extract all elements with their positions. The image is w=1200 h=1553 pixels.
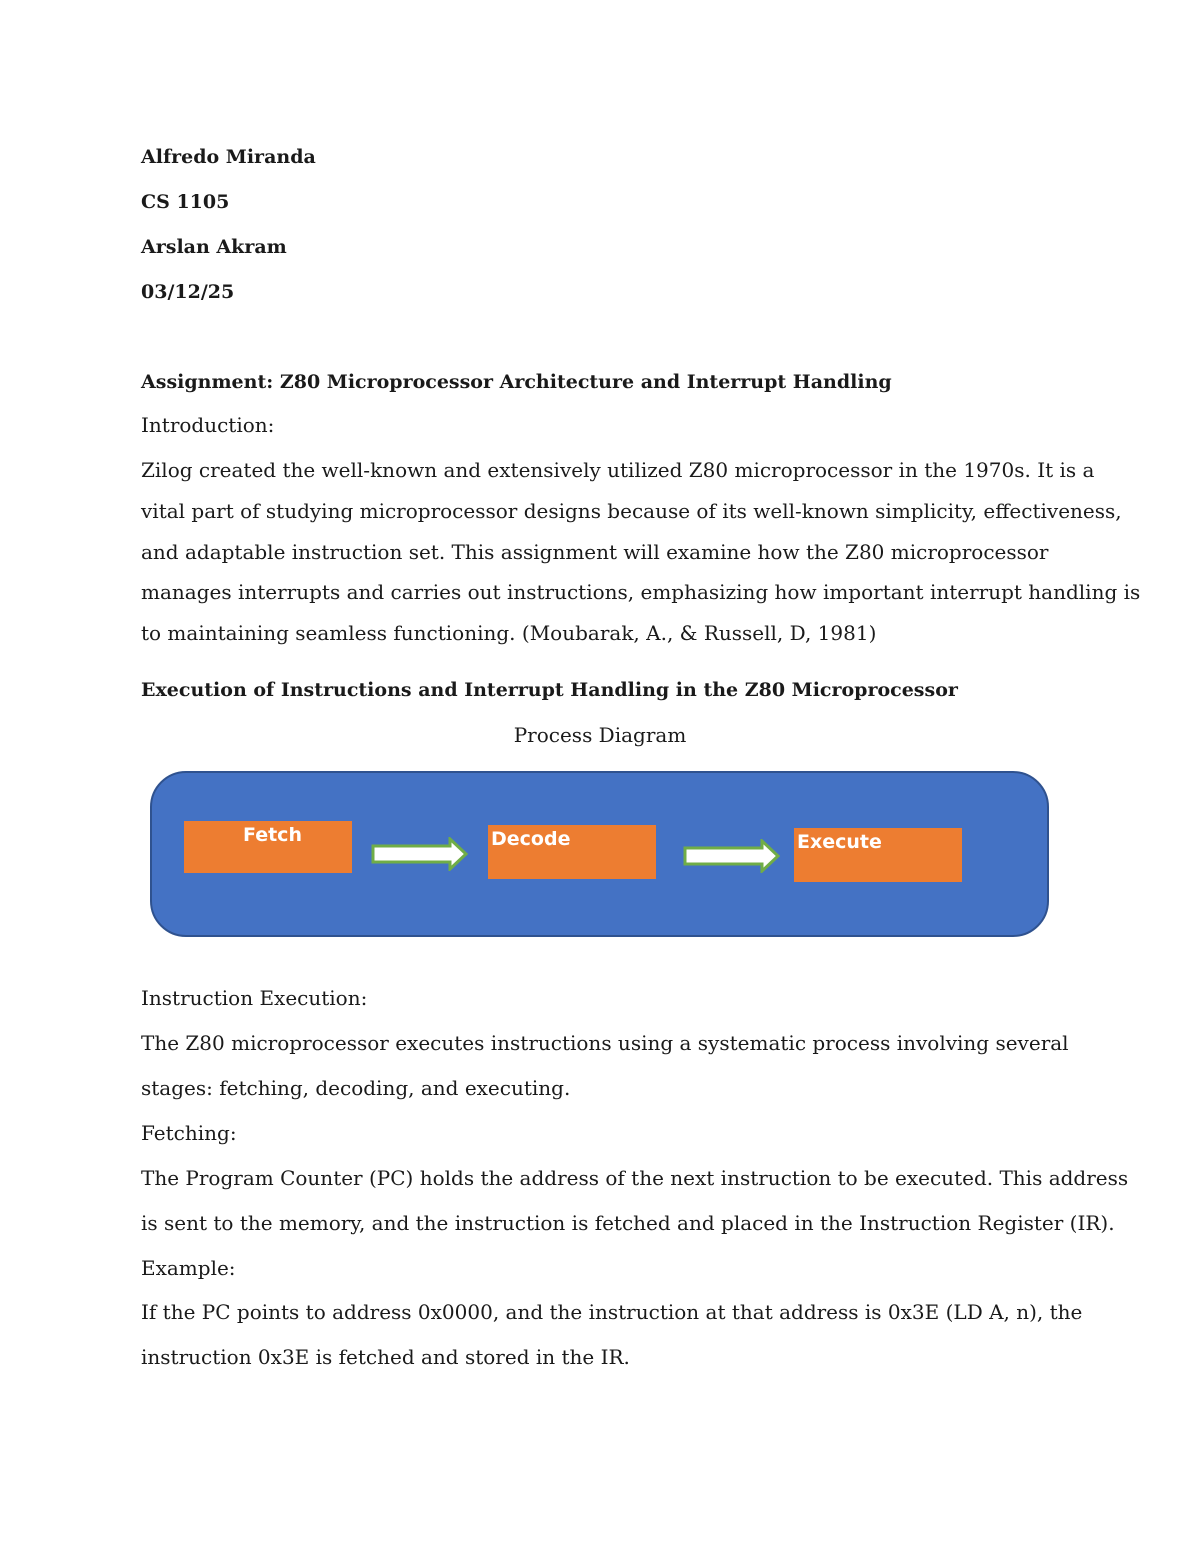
diagram-caption: Process Diagram — [513, 723, 687, 747]
example-line: instruction 0x3E is fetched and stored in the IR. — [141, 1345, 630, 1369]
author-name: Alfredo Miranda — [141, 146, 316, 168]
execution-line: stages: fetching, decoding, and executing. — [141, 1076, 571, 1100]
intro-line: and adaptable instruction set. This assignment will examine how the Z80 microprocessor — [141, 540, 1049, 564]
process-diagram — [150, 771, 1049, 937]
intro-line: Zilog created the well-known and extensively utilized Z80 microprocessor in the 1970s. It is a — [141, 458, 1095, 482]
document-date: 03/12/25 — [141, 281, 235, 303]
step-fetch: Fetch — [184, 821, 352, 873]
arrow-right-icon — [682, 839, 782, 873]
step-decode: Decode — [488, 825, 656, 879]
arrow-right-icon — [370, 837, 470, 871]
intro-heading: Introduction: — [141, 413, 275, 437]
fetching-line: The Program Counter (PC) holds the address of the next instruction to be executed. This address — [141, 1166, 1129, 1190]
intro-line: to maintaining seamless functioning. (Moubarak, A., & Russell, D, 1981) — [141, 621, 877, 645]
example-line: If the PC points to address 0x0000, and the instruction at that address is 0x3E (LD A, n), the — [141, 1300, 1083, 1324]
course-code: CS 1105 — [141, 191, 230, 213]
fetching-heading: Fetching: — [141, 1121, 237, 1145]
intro-line: manages interrupts and carries out instructions, emphasizing how important interrupt handling is — [141, 580, 1141, 604]
assignment-title: Assignment: Z80 Microprocessor Architecture and Interrupt Handling — [141, 371, 892, 393]
fetching-line: is sent to the memory, and the instruction is fetched and placed in the Instruction Register (IR). — [141, 1211, 1115, 1235]
intro-line: vital part of studying microprocessor designs because of its well-known simplicity, effectiveness, — [141, 499, 1122, 523]
instructor-name: Arslan Akram — [141, 236, 287, 258]
example-heading: Example: — [141, 1256, 236, 1280]
execution-heading: Instruction Execution: — [141, 986, 368, 1010]
execution-line: The Z80 microprocessor executes instructions using a systematic process involving several — [141, 1031, 1069, 1055]
section-title: Execution of Instructions and Interrupt Handling in the Z80 Microprocessor — [141, 679, 958, 701]
step-execute: Execute — [794, 828, 962, 882]
